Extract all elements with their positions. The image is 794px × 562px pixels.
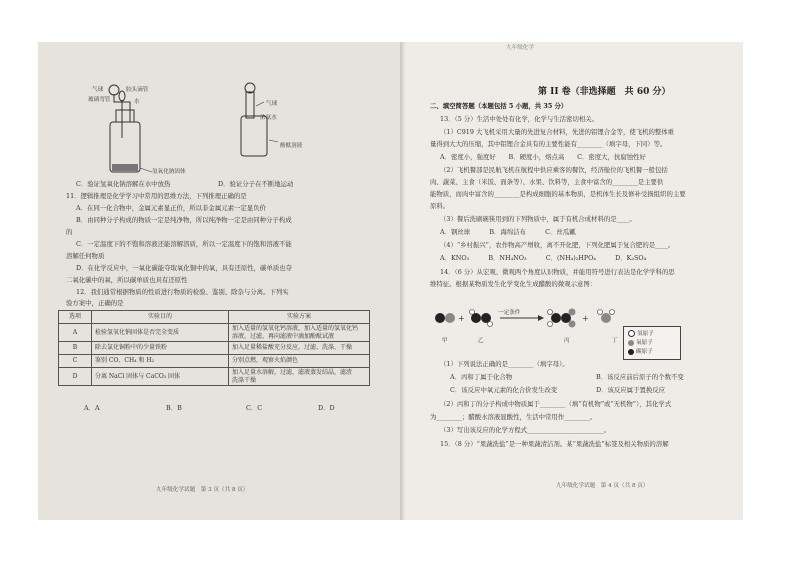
table-row: [59, 368, 370, 386]
exam-sheet: [38, 42, 743, 520]
figure-label-phenolphthalein: 酚酞溶液: [280, 143, 303, 149]
table-cell-plan: 分别点燃，观察火焰颜色: [229, 355, 370, 368]
q12-stem-cont: 验方案中，正确的是: [66, 299, 124, 307]
reaction-label-jia: 甲: [442, 338, 448, 344]
table-cell-goal: 鉴别 CO、CH₄ 和 H₂: [92, 355, 229, 368]
left-page: [38, 42, 400, 520]
q12-answer-c: C．C: [246, 404, 263, 412]
q13-options-1: A．密度小，强度好 B．硬度小，熔点高 C．密度大，抗腐蚀性好: [440, 153, 646, 161]
right-page: [406, 42, 743, 520]
q11-option-c-cont: 溶解任何物质: [66, 252, 105, 260]
q13-line-4: 肉、蔬菜、主食（米饭、面条等）、水果、饮料等，主食中富含的________是主要供: [430, 178, 664, 186]
plan-line: 加入足量水溶解，过滤，滤液蒸发结晶，滤渣: [232, 369, 353, 376]
reaction-label-ding: 丁: [612, 338, 618, 344]
table-header-goal: 实验目的: [92, 311, 229, 324]
q12-table: [58, 310, 370, 386]
left-page-footer: 九年级化学试题 第 3 页（共 8 页）: [156, 487, 249, 493]
q13-line-6: 原料。: [430, 202, 450, 210]
oxygen-atom-icon: [628, 340, 634, 346]
q14-line-1: （1）下列说法正确的是________（填字母）。: [440, 360, 569, 368]
legend-oxygen-label: 氧原子: [636, 340, 653, 346]
svg-text:+: +: [582, 314, 589, 323]
q11-option-d-cont: 二氧化碳中的氧，所以碳单质也具有还原性: [66, 276, 188, 284]
table-cell-plan: [229, 368, 370, 386]
table-cell-option: C: [59, 355, 92, 368]
q11-option-d: D．在化学反应中，一氧化碳能夺取氧化铜中的氧，具有还原性，碳单质也夺: [76, 264, 293, 272]
atom-legend: [623, 326, 681, 360]
figure-label-ammonia: 浓氨水: [260, 115, 277, 121]
q14-line-3: 为________；醋酸水溶液显酸性，生活中常用作________。: [430, 413, 597, 421]
q11-option-c: C．一定温度下的不饱和溶液还能溶解溶质，所以一定温度下的饱和溶液不能: [76, 240, 292, 248]
legend-carbon: [628, 347, 653, 355]
table-header-row: [59, 311, 370, 324]
q13-line-7: （3）餐后洗刷碗筷用到的下列物质中，属于有机合成材料的是____。: [440, 215, 636, 223]
right-page-footer: 九年级化学试题 第 4 页（共 8 页）: [556, 483, 649, 489]
q14-line-4: （3）写出该反应的化学方程式________________________。: [440, 426, 611, 434]
table-cell-goal: 检验氢氧化钠固体是否完全变质: [92, 324, 229, 342]
section-title: 二、填空简答题（本题包括 5 小题，共 35 分）: [430, 102, 568, 110]
legend-carbon-label: 碳原子: [636, 349, 653, 355]
reaction-label-bing: 丙: [564, 338, 570, 344]
table-header-option: 选项: [59, 311, 92, 324]
carbon-atom-icon: [628, 349, 634, 355]
q12-answer-a: A．A: [84, 404, 100, 412]
q12-answer-d: D．D: [318, 404, 335, 412]
q10-option-d: D．验证分子在不断地运动: [218, 180, 294, 188]
q14-option-a: A．丙和丁属于化合物: [450, 373, 513, 381]
q13-line-5: 能物质，而肉中富含的________是构成细胞的基本物质，是机体生长及修补受损组织的主要: [430, 190, 686, 198]
svg-text:+: +: [458, 314, 465, 323]
table-header-plan: 实验方案: [229, 311, 370, 324]
q14-line-2: （2）丙和丁的分子构成中物质属于________（填“有机物”或“无机物”），其化学式: [440, 400, 672, 408]
q10-option-c: C．验证氢氧化钠溶解在水中放热: [76, 180, 171, 188]
table-cell-plan: [229, 324, 370, 342]
legend-hydrogen: [628, 329, 654, 337]
plan-line: 加入适量的氢氧化钙溶液，加入适量的氢氧化钙: [232, 325, 359, 332]
figure-label-balloon-1: 气球: [92, 87, 104, 93]
figure-label-naoh-solid: 氢氧化钠固体: [152, 169, 186, 175]
table-cell-option: A: [59, 324, 92, 342]
q14-stem: 14．（6 分）从宏观、微观两个角度认识物质，并能用符号进行表达是化学学科的思: [440, 268, 675, 276]
q13-line-3: （2）飞机餐部是民航飞机在航程中供应乘客的餐饮，经济舱位的飞机餐一般包括: [440, 166, 668, 174]
q13-line-8: （4）“乡村振兴”，农作物高产增收，离不开化肥，下列化肥属于复合肥的是____。: [440, 241, 675, 249]
reaction-label-yi: 乙: [478, 338, 484, 344]
apparatus-figure: [86, 80, 296, 180]
legend-hydrogen-label: 氢原子: [637, 331, 654, 337]
q14-stem-cont: 维特征。根据某物质发生化学变化生成醋酸的微观示意图：: [430, 280, 597, 288]
q13-options-2: A．钢丝球 B．海绵洁布 C．丝瓜瓤: [440, 228, 576, 236]
table-cell-option: B: [59, 342, 92, 355]
plan-line: 洗涤干燥: [232, 376, 257, 384]
top-stamp: 九年级化学: [506, 45, 534, 51]
plan-line: 溶液，过滤，再向滤液中滴加酚酞试液: [232, 332, 335, 340]
table-cell-plan: 加入足量稀盐酸充分反应，过滤、洗涤、干燥: [229, 342, 370, 355]
table-cell-option: D: [59, 368, 92, 386]
q14-option-b: B．该反应前后原子的个数不变: [596, 373, 684, 381]
table-row: [59, 355, 370, 368]
table-row: [59, 324, 370, 342]
q11-option-a: A．在同一化合物中，金属元素显正价，所以非金属元素一定显负价: [76, 204, 266, 212]
figure-label-balloon-2: 气球: [266, 101, 278, 107]
q14-option-d: D．该反应属于置换反应: [596, 386, 666, 394]
q13-line-1: （1）C919 大飞机采用大量的先进复合材料，先进的铝锂合金等，使飞机的整体重: [440, 128, 675, 136]
q15-stem: 15．（8 分）“果蔬洗盐”是一种果蔬清洁剂。某“果蔬洗盐”标签及相关物质的溶解: [440, 440, 669, 448]
figure-label-bent-tube: 玻璃弯管: [88, 97, 111, 103]
table-row: [59, 342, 370, 355]
hydrogen-atom-icon: [628, 330, 635, 337]
figure-label-water: 水: [134, 99, 140, 105]
legend-oxygen: [628, 338, 653, 346]
reaction-condition: 一定条件: [498, 310, 521, 316]
part-title: 第 II 卷（非选择题 共 60 分）: [538, 87, 671, 97]
q11-option-b-cont: 的: [66, 228, 73, 236]
figure-label-dropper: 胶头滴管: [126, 87, 149, 93]
q13-options-3: A．KNO₃ B．NH₄NO₃ C．(NH₄)₂HPO₄ D．K₂SO₄: [440, 254, 647, 262]
table-cell-goal: 分离 NaCl 固体与 CaCO₃ 固体: [92, 368, 229, 386]
table-cell-goal: 除去氯化铜粉中的少量铁粉: [92, 342, 229, 355]
q14-option-c: C．该反应中氧元素的化合价发生改变: [450, 386, 558, 394]
q12-stem: 12．我们通常根据物质的性质进行物质的检验、鉴别、除杂与分离。下列实: [76, 288, 289, 296]
q13-stem: 13．（5 分）生活中处处有化学，化学与生活密切相关。: [440, 115, 599, 123]
reaction-diagram: [430, 292, 640, 348]
q12-answer-b: B．B: [166, 404, 182, 412]
q11-option-b: B．由同种分子构成的物质一定是纯净物，所以纯净物一定是由同种分子构成: [76, 216, 292, 224]
q13-line-2: 量得到大大的压缩，其中铝锂合金具有的主要性能有________（填字母，下同）等。: [430, 140, 667, 148]
q11-stem: 11．逻辑推理是化学学习中常用的思维方法，下列推理正确的是: [66, 192, 247, 200]
